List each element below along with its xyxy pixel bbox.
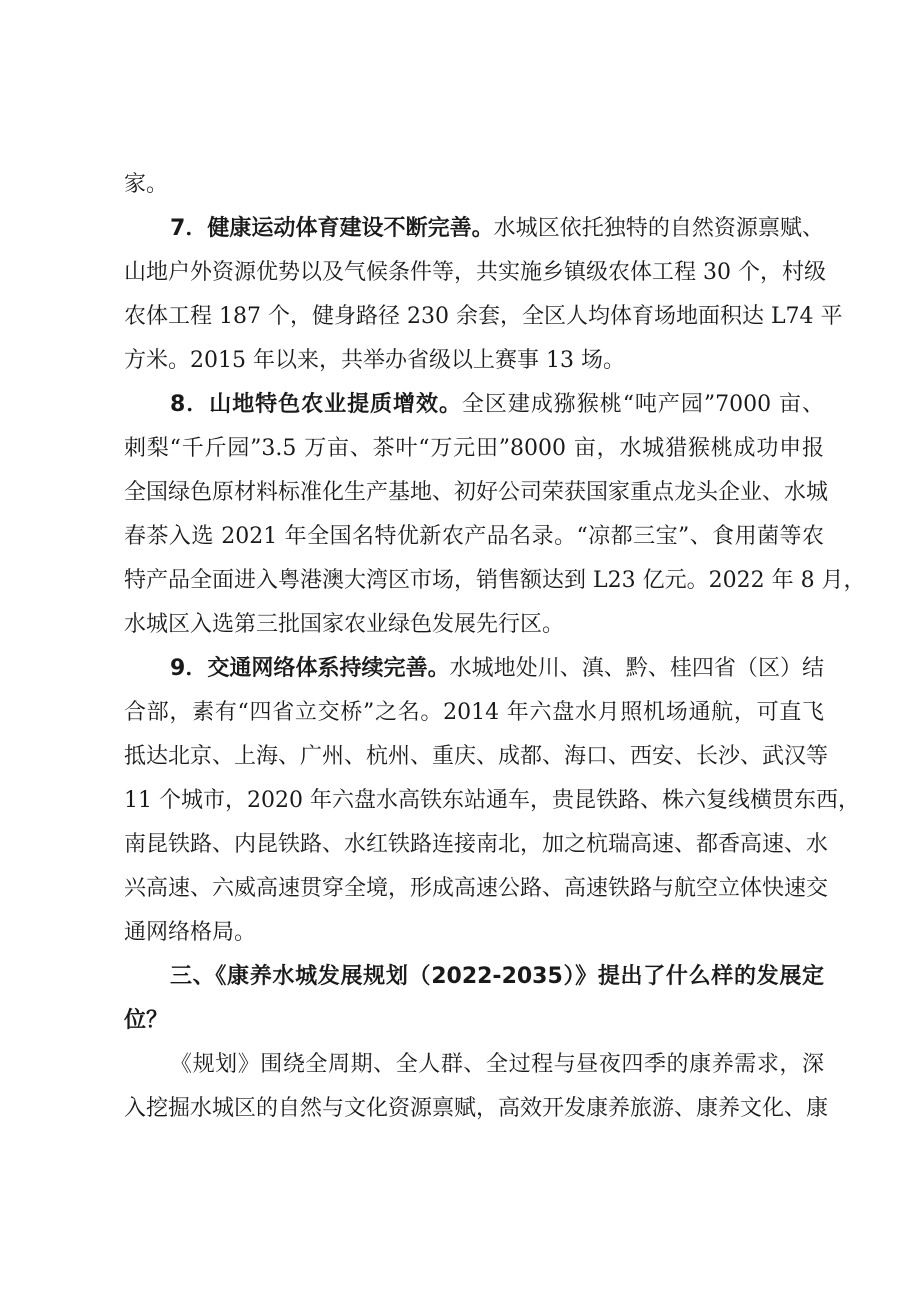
text-line: 11 个城市，2020 年六盘水高铁东站通车，贵昆铁路、株六复线横贯东西， [124, 788, 860, 813]
item-8-heading: 8．山地特色农业提质增效。 [170, 392, 462, 417]
item-7-line-4 [124, 346, 824, 376]
text-line: 通网络格局。 [124, 920, 257, 945]
text-line: 特产品全面进入粤港澳大湾区市场，销售额达到 L23 亿元。2022 年 8 月， [124, 568, 866, 593]
text-line: 农体工程 187 个，健身路径 230 余套，全区人均体育场地面积达 L74 平 [124, 304, 843, 329]
item-7-line-1 [170, 214, 824, 244]
text-line: 全区建成猕猴桃“吨产园”7000 亩、 [461, 392, 824, 417]
item-9-line-1 [170, 654, 824, 684]
text-line: 合部，素有“四省立交桥”之名。2014 年六盘水月照机场通航，可直飞 [124, 700, 824, 725]
text-line: 全国绿色原材料标准化生产基地、初好公司荣获国家重点龙头企业、水城 [124, 480, 829, 505]
item-9-line-6 [124, 874, 829, 904]
item-9-line-3 [124, 742, 829, 772]
item-9-line-7 [124, 918, 824, 948]
text-line: 南昆铁路、内昆铁路、水红铁路连接南北，加之杭瑞高速、都香高速、水 [124, 832, 829, 857]
item-8-line-3 [124, 478, 829, 508]
text-line: 春茶入选 2021 年全国名特优新农产品名录。“凉都三宝”、食用菌等农 [124, 524, 824, 549]
item-8-line-5 [124, 566, 866, 596]
item-8-line-2 [124, 434, 824, 464]
text-line: 入挖掘水城区的自然与文化资源禀赋，高效开发康养旅游、康养文化、康 [124, 1096, 829, 1121]
text-line: 水城区依托独特的自然资源禀赋、 [493, 216, 824, 241]
item-9-line-4 [124, 786, 860, 816]
item-9-line-2 [124, 698, 824, 728]
text-line: 兴高速、六威高速贯穿全境，形成高速公路、高速铁路与航空立体快速交 [124, 876, 829, 901]
text-line: 《规划》围绕全周期、全人群、全过程与昼夜四季的康养需求，深 [170, 1052, 824, 1077]
section-3-heading [170, 962, 824, 992]
text-line: 三、《康养水城发展规划（2022-2035）》提出了什么样的发展定 [170, 964, 824, 989]
text-line: 水城地处川、滇、黔、桂四省（区）结 [449, 656, 824, 681]
item-7-line-3 [124, 302, 843, 332]
text-line: 家。 [124, 172, 169, 197]
paragraph-continuation [124, 170, 824, 200]
section-3-heading-cont [124, 1006, 824, 1036]
text-line: 方米。2015 年以来，共举办省级以上赛事 13 场。 [124, 348, 625, 373]
item-8-line-1 [170, 390, 824, 420]
item-7-heading: 7．健康运动体育建设不断完善。 [170, 216, 494, 241]
text-line: 水城区入选第三批国家农业绿色发展先行区。 [124, 612, 565, 637]
item-8-line-4 [124, 522, 824, 552]
text-line: 山地户外资源优势以及气候条件等，共实施乡镇级农体工程 30 个，村级 [124, 260, 826, 285]
item-7-line-2 [124, 258, 824, 288]
text-line: 刺梨“千斤园”3.5 万亩、茶叶“万元田”8000 亩，水城猎猴桃成功申报 [124, 436, 824, 461]
item-9-heading: 9．交通网络体系持续完善。 [170, 656, 450, 681]
text-line: 位？ [124, 1008, 169, 1033]
text-line: 抵达北京、上海、广州、杭州、重庆、成都、海口、西安、长沙、武汉等 [124, 744, 829, 769]
item-9-line-5 [124, 830, 829, 860]
item-8-line-6 [124, 610, 824, 640]
plan-paragraph-line-2 [124, 1094, 829, 1124]
plan-paragraph-line-1 [170, 1050, 824, 1080]
